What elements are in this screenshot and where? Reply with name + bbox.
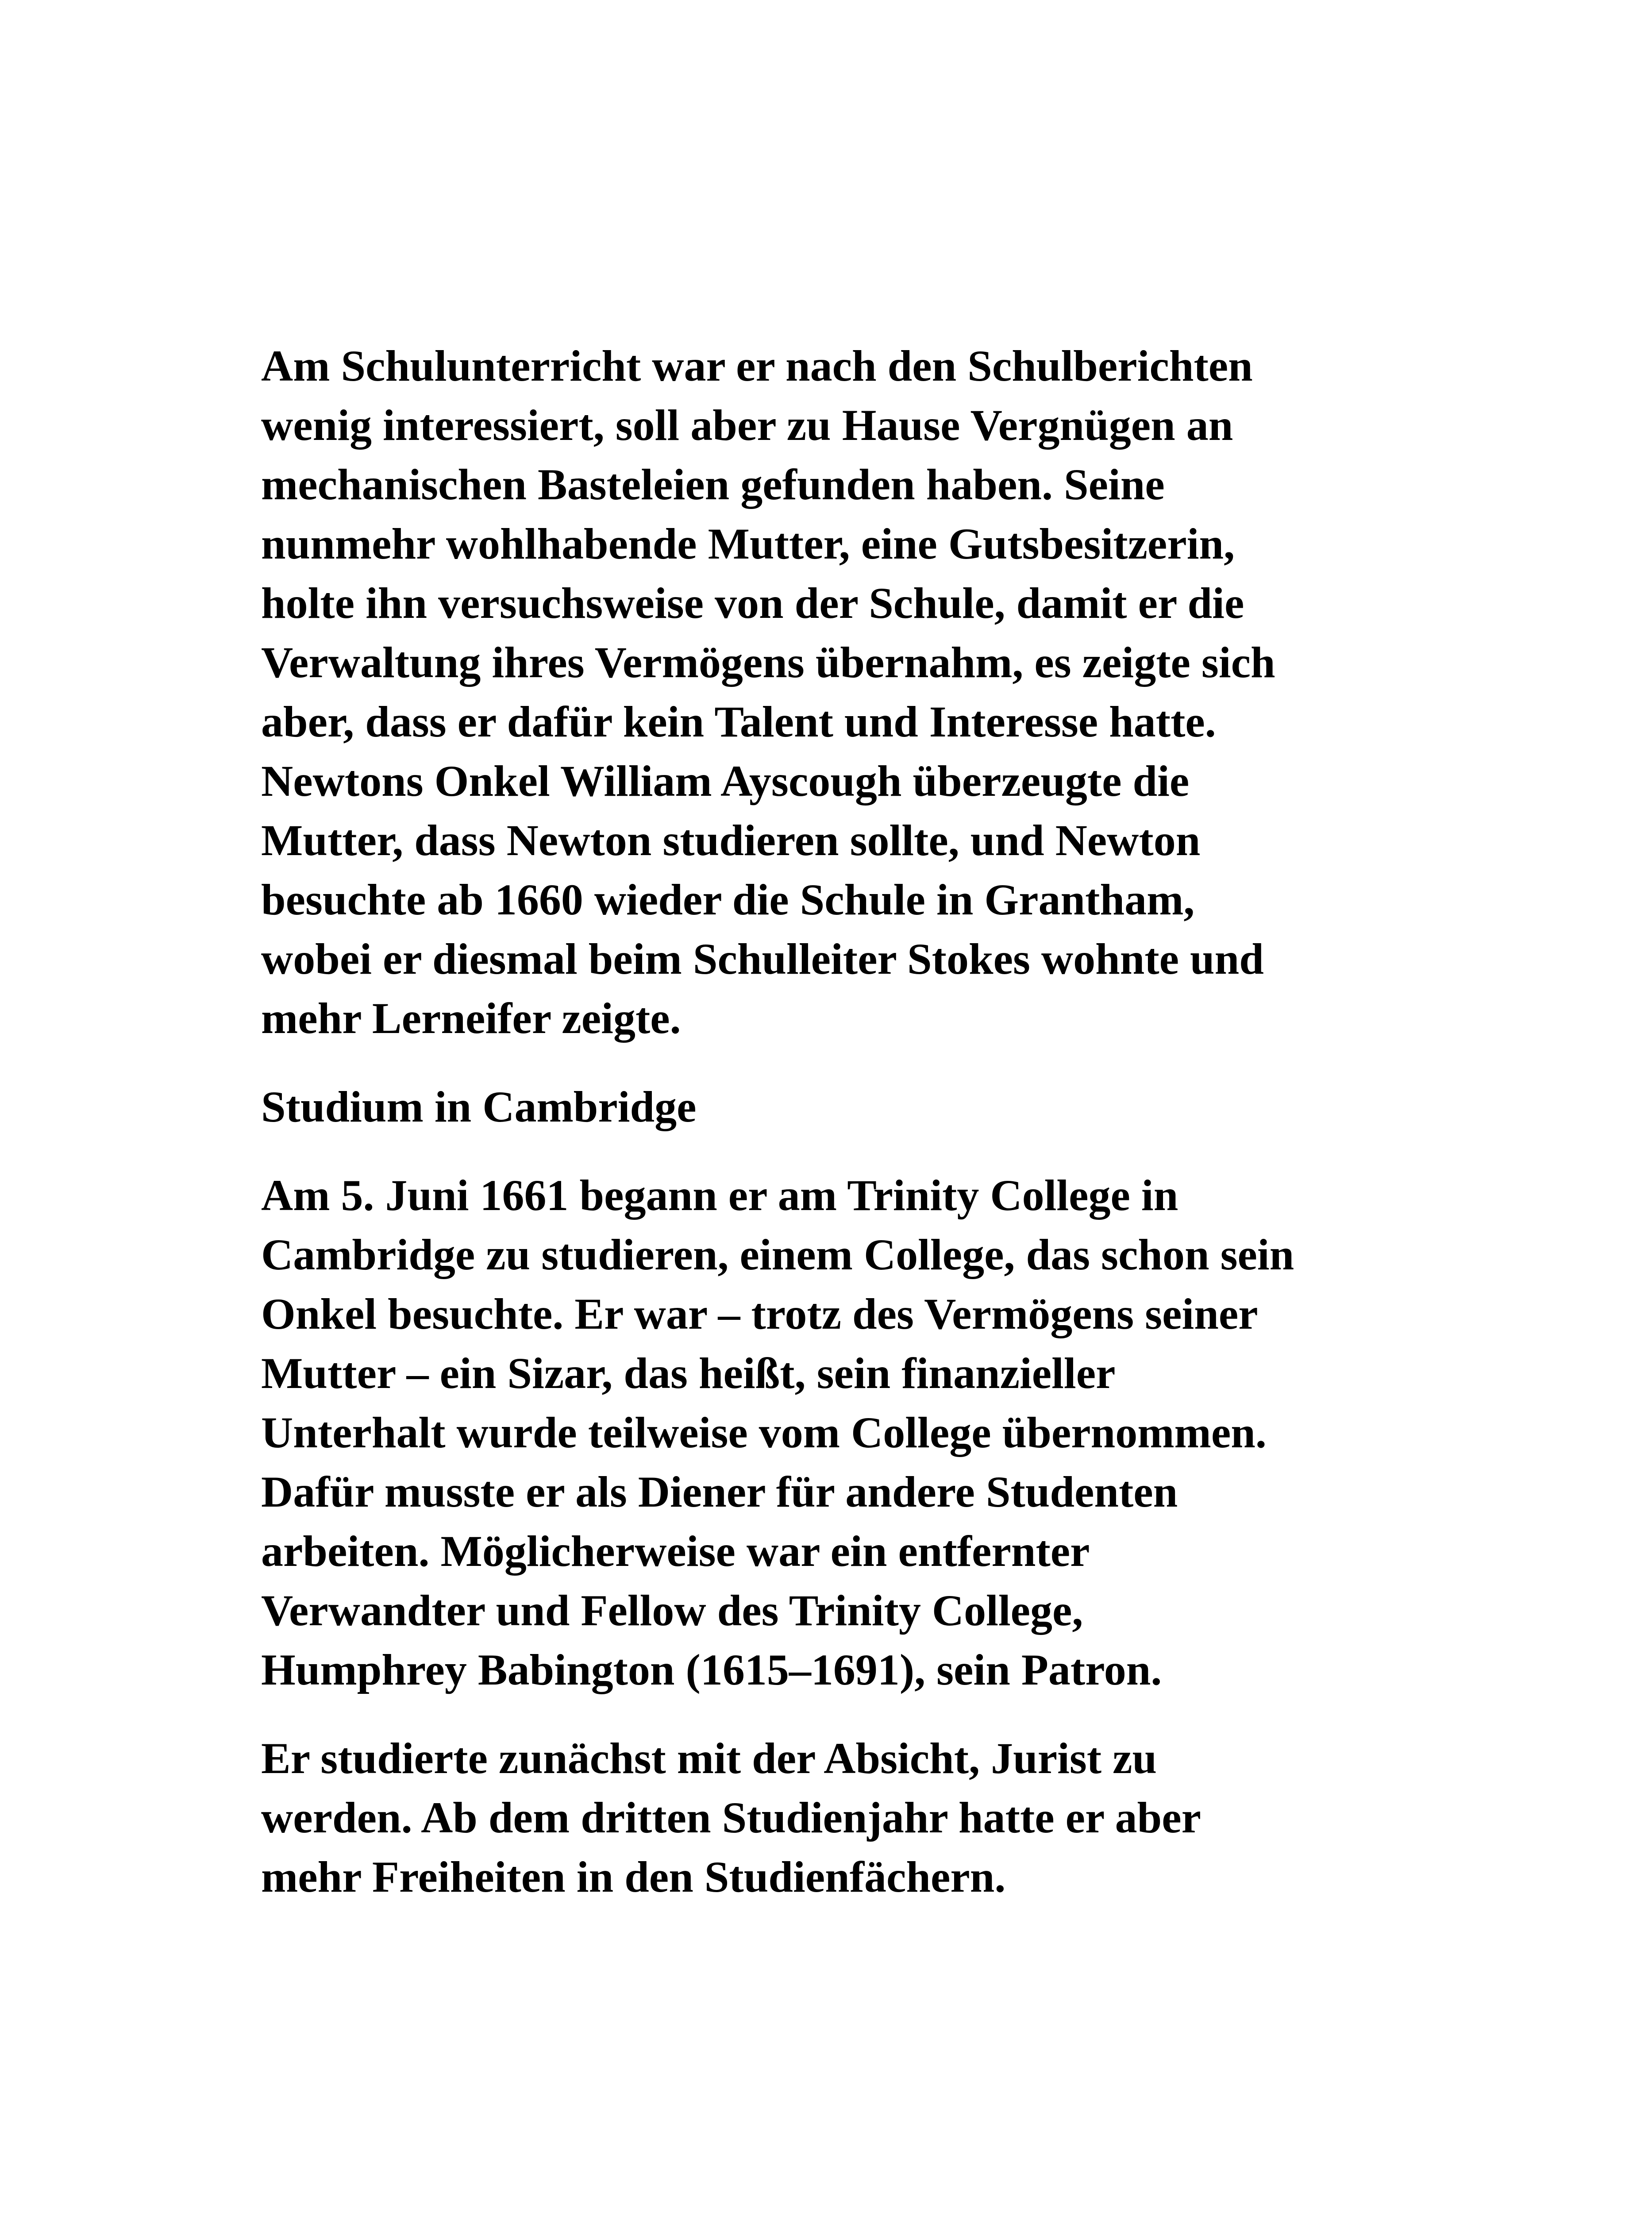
text-line: werden. Ab dem dritten Studienjahr hatte er aber — [261, 1793, 1201, 1842]
text-line: Er studierte zunächst mit der Absicht, Jurist zu — [261, 1734, 1157, 1783]
text-line: aber, dass er dafür kein Talent und Interesse hatte. — [261, 697, 1216, 746]
text-line: besuchte ab 1660 wieder die Schule in Grantham, — [261, 875, 1195, 924]
paragraph-trinity-college — [261, 1166, 1456, 1700]
text-line: Mutter – ein Sizar, das heißt, sein finanzieller — [261, 1349, 1116, 1398]
text-line: mechanischen Basteleien gefunden haben. Seine — [261, 460, 1165, 509]
document-body — [261, 336, 1456, 1936]
paragraph-school — [261, 336, 1456, 1048]
text-line: Cambridge zu studieren, einem College, das schon sein — [261, 1230, 1294, 1279]
text-line: Verwandter und Fellow des Trinity College, — [261, 1586, 1083, 1635]
text-line: Newtons Onkel William Ayscough überzeugte die — [261, 756, 1190, 806]
text-line: mehr Freiheiten in den Studienfächern. — [261, 1852, 1006, 1901]
section-heading — [261, 1077, 1456, 1137]
text-line: wobei er diesmal beim Schulleiter Stokes wohnte und — [261, 934, 1264, 983]
text-line: holte ihn versuchsweise von der Schule, damit er die — [261, 578, 1244, 628]
text-line: Mutter, dass Newton studieren sollte, und Newton — [261, 816, 1201, 865]
heading-line: Studium in Cambridge — [261, 1082, 697, 1131]
text-line: Am Schulunterricht war er nach den Schulberichten — [261, 341, 1253, 390]
text-line: Dafür musste er als Diener für andere Studenten — [261, 1467, 1178, 1516]
text-line: Unterhalt wurde teilweise vom College übernommen. — [261, 1408, 1267, 1457]
text-line: mehr Lerneifer zeigte. — [261, 994, 681, 1043]
text-line: Verwaltung ihres Vermögens übernahm, es zeigte sich — [261, 638, 1275, 687]
text-line: Am 5. Juni 1661 begann er am Trinity College in — [261, 1171, 1178, 1220]
text-line: nunmehr wohlhabende Mutter, eine Gutsbesitzerin, — [261, 519, 1235, 568]
text-line: arbeiten. Möglicherweise war ein entfernter — [261, 1527, 1090, 1576]
text-line: wenig interessiert, soll aber zu Hause Vergnügen an — [261, 401, 1233, 450]
text-line: Humphrey Babington (1615–1691), sein Patron. — [261, 1645, 1162, 1694]
paragraph-studies — [261, 1729, 1456, 1907]
text-line: Onkel besuchte. Er war – trotz des Vermögens seiner — [261, 1289, 1258, 1338]
